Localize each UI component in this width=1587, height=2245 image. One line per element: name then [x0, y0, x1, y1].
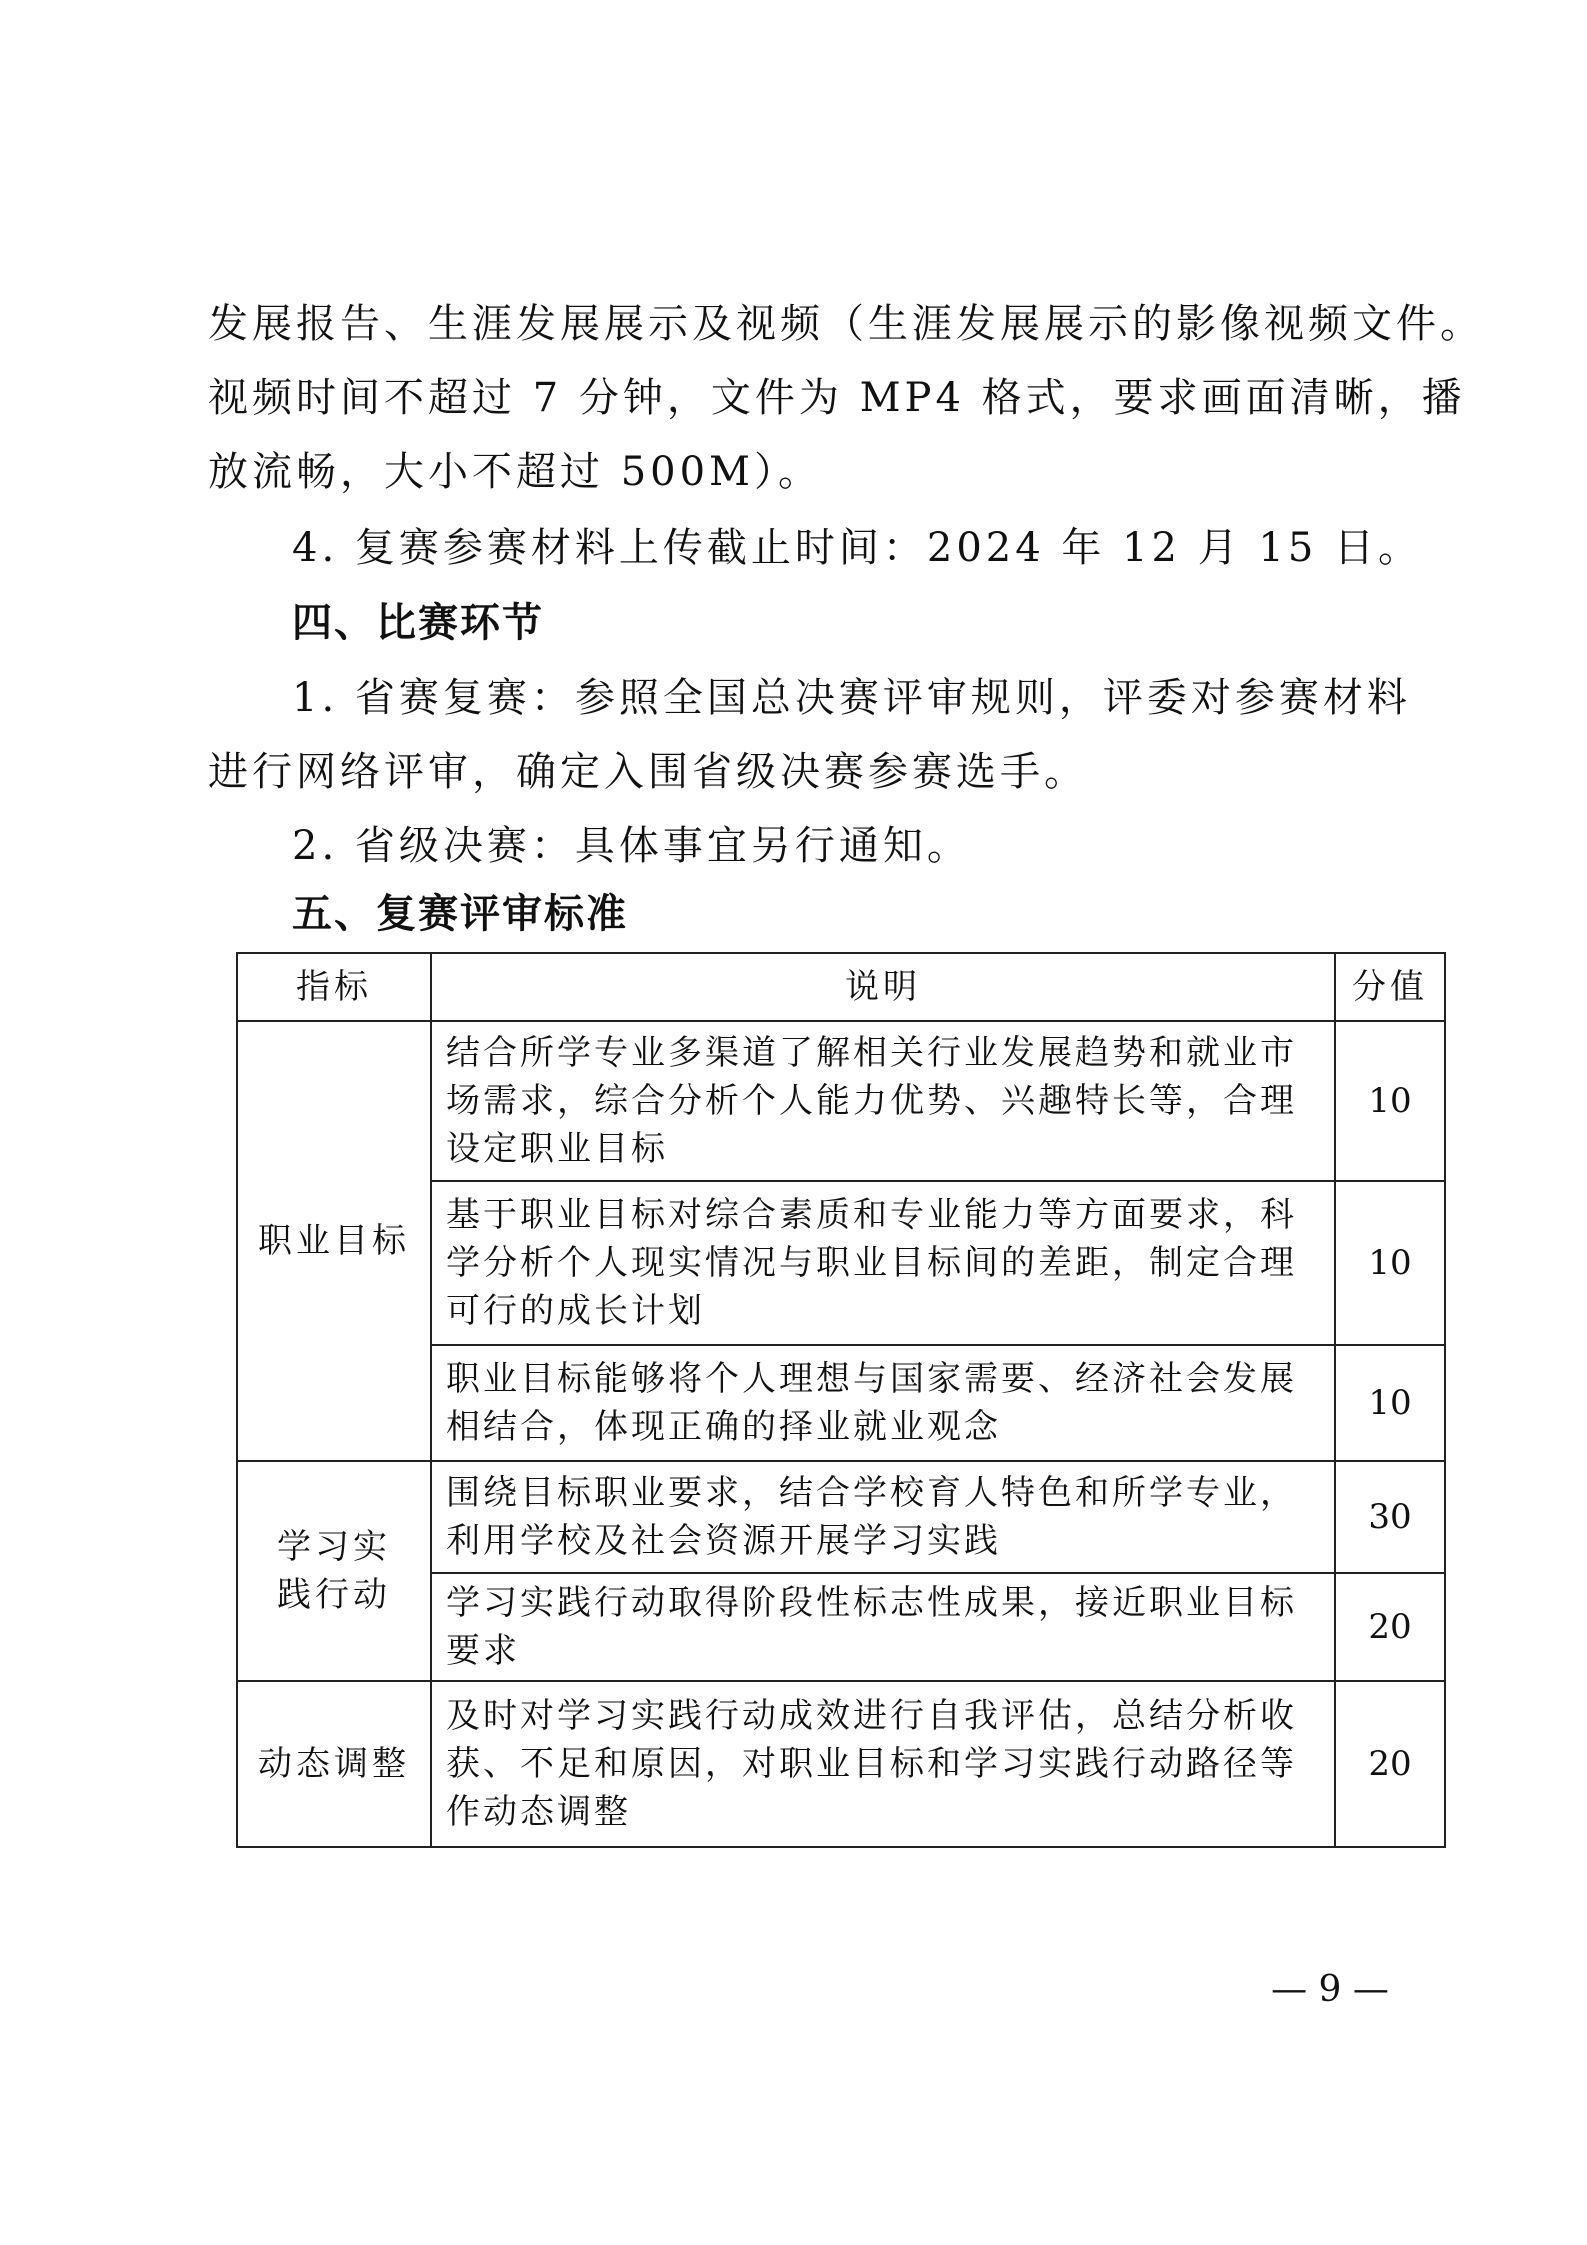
section-heading: 五、复赛评审标准	[292, 891, 628, 937]
score-cell: 10	[1335, 1345, 1445, 1461]
score-cell: 10	[1335, 1181, 1445, 1345]
indicator-cell: 动态调整	[237, 1681, 431, 1847]
paragraph-line: 2. 省级决赛：具体事宜另行通知。	[292, 823, 971, 869]
header-score: 分值	[1335, 953, 1445, 1021]
paragraph-line: 发展报告、生涯发展展示及视频（生涯发展展示的影像视频文件。	[208, 301, 1484, 347]
score-cell: 10	[1335, 1021, 1445, 1181]
header-description: 说明	[431, 953, 1335, 1021]
description-cell: 学习实践行动取得阶段性标志性成果，接近职业目标要求	[431, 1573, 1335, 1681]
evaluation-criteria-table	[236, 952, 1446, 1848]
description-cell: 结合所学专业多渠道了解相关行业发展趋势和就业市场需求，综合分析个人能力优势、兴趣特长等，合理设定职业目标	[431, 1021, 1335, 1181]
score-cell: 20	[1335, 1681, 1445, 1847]
score-cell: 20	[1335, 1573, 1445, 1681]
table-row	[237, 1021, 1445, 1181]
indicator-cell: 学习实践行动	[237, 1461, 431, 1681]
table-row	[237, 1461, 1445, 1573]
page-number: — 9 —	[1271, 1969, 1389, 2010]
description-cell: 及时对学习实践行动成效进行自我评估，总结分析收获、不足和原因，对职业目标和学习实践行动路径等作动态调整	[431, 1681, 1335, 1847]
table-header-row	[237, 953, 1445, 1021]
score-cell: 30	[1335, 1461, 1445, 1573]
paragraph-line: 放流畅，大小不超过 500M）。	[208, 449, 823, 495]
paragraph-line: 1. 省赛复赛：参照全国总决赛评审规则，评委对参赛材料	[292, 675, 1411, 721]
section-heading: 四、比赛环节	[292, 600, 544, 646]
table-row	[237, 1681, 1445, 1847]
paragraph-line: 4. 复赛参赛材料上传截止时间：2024 年 12 月 15 日。	[292, 525, 1423, 571]
indicator-cell: 职业目标	[237, 1021, 431, 1461]
description-cell: 基于职业目标对综合素质和专业能力等方面要求，科学分析个人现实情况与职业目标间的差距，制定合理可行的成长计划	[431, 1181, 1335, 1345]
paragraph-line: 视频时间不超过 7 分钟，文件为 MP4 格式，要求画面清晰，播	[208, 375, 1466, 421]
header-indicator: 指标	[237, 953, 431, 1021]
description-cell: 职业目标能够将个人理想与国家需要、经济社会发展相结合，体现正确的择业就业观念	[431, 1345, 1335, 1461]
paragraph-line: 进行网络评审，确定入围省级决赛参赛选手。	[208, 749, 1088, 795]
description-cell: 围绕目标职业要求，结合学校育人特色和所学专业，利用学校及社会资源开展学习实践	[431, 1461, 1335, 1573]
